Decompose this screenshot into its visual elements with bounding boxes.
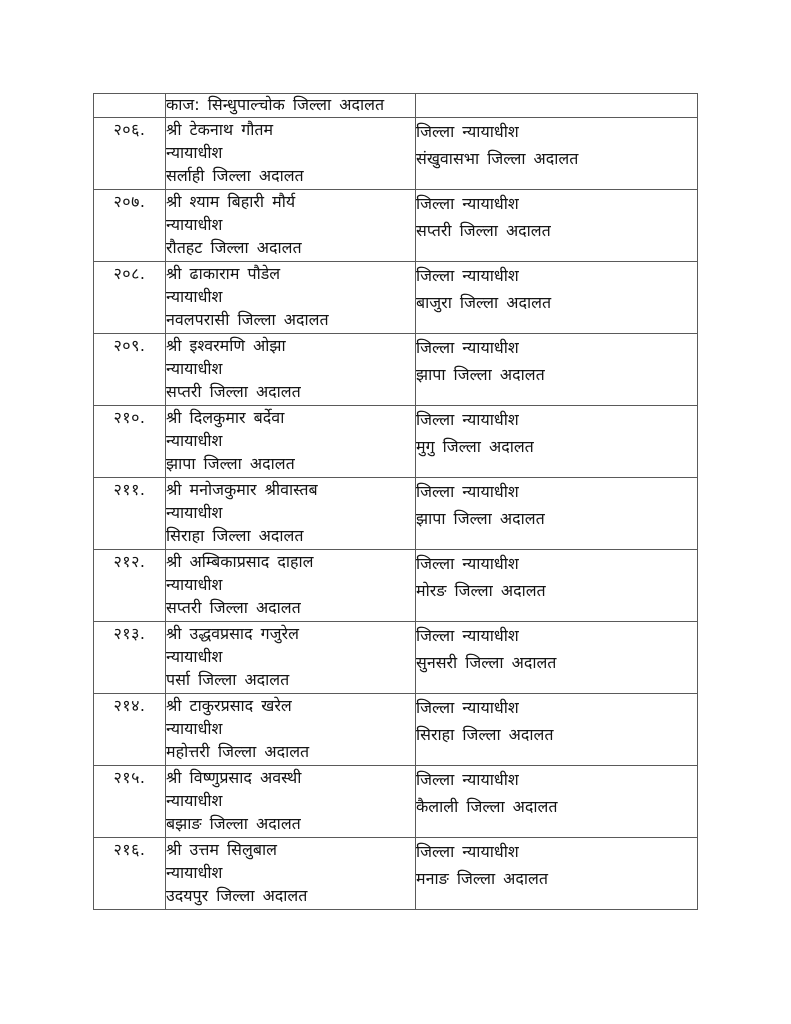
person-name: श्री उद्धवप्रसाद गजुरेल [166,624,299,643]
person-court: पर्सा जिल्ला अदालत [166,670,290,689]
assignment-title: जिल्ला न्यायाधीश [416,626,519,645]
person-title: न्यायाधीश [166,791,223,810]
person-title: न्यायाधीश [166,287,223,306]
assignment-court: झापा जिल्ला अदालत [416,365,545,384]
person-cell [166,766,416,838]
table-row [94,622,698,694]
assignment-court: कैलाली जिल्ला अदालत [416,797,558,816]
assignment-title: जिल्ला न्यायाधीश [416,266,519,285]
table-row-continuation [94,94,698,118]
assignment-court: संखुवासभा जिल्ला अदालत [416,149,579,168]
serial-number-cell [94,94,166,118]
assignment-court: सप्तरी जिल्ला अदालत [416,221,551,240]
assignment-cell [416,94,698,118]
serial-number-cell: २१०. [94,406,166,478]
assignment-cell [416,334,698,406]
person-name: श्री अम्बिकाप्रसाद दाहाल [166,552,314,571]
assignment-title: जिल्ला न्यायाधीश [416,338,519,357]
assignment-title: जिल्ला न्यायाधीश [416,842,519,861]
person-title: न्यायाधीश [166,647,223,666]
table-row [94,118,698,190]
person-name: श्री टेकनाथ गौतम [166,120,274,139]
person-title: न्यायाधीश [166,359,223,378]
person-court: नवलपरासी जिल्ला अदालत [166,310,329,329]
serial-number-cell: २०८. [94,262,166,334]
assignment-cell [416,478,698,550]
person-court: बझाङ जिल्ला अदालत [166,814,301,833]
person-court: सप्तरी जिल्ला अदालत [166,382,301,401]
person-title: न्यायाधीश [166,215,223,234]
person-title: न्यायाधीश [166,431,223,450]
serial-number-cell: २१२. [94,550,166,622]
person-cell [166,550,416,622]
person-cell [166,334,416,406]
person-title: न्यायाधीश [166,719,223,738]
person-cell [166,838,416,910]
table-row [94,766,698,838]
assignment-court: बाजुरा जिल्ला अदालत [416,293,552,312]
assignment-title: जिल्ला न्यायाधीश [416,770,519,789]
assignment-title: जिल्ला न्यायाधीश [416,410,519,429]
person-cell [166,694,416,766]
person-name: श्री टाकुरप्रसाद खरेल [166,696,292,715]
table-row [94,694,698,766]
assignment-cell [416,118,698,190]
assignment-cell [416,262,698,334]
table-row [94,190,698,262]
person-cell [166,262,416,334]
assignment-court: झापा जिल्ला अदालत [416,509,545,528]
assignment-cell [416,190,698,262]
assignment-court: सुनसरी जिल्ला अदालत [416,653,557,672]
judge-transfer-table [93,93,698,910]
person-court: उदयपुर जिल्ला अदालत [166,886,308,905]
assignment-title: जिल्ला न्यायाधीश [416,194,519,213]
assignment-title: जिल्ला न्यायाधीश [416,698,519,717]
table-row [94,334,698,406]
assignment-title: जिल्ला न्यायाधीश [416,554,519,573]
table-row [94,478,698,550]
person-court: सर्लाही जिल्ला अदालत [166,166,304,185]
person-title: न्यायाधीश [166,863,223,882]
serial-number-cell: २०७. [94,190,166,262]
person-cell [166,406,416,478]
person-cell [166,94,416,118]
person-title: न्यायाधीश [166,575,223,594]
person-name: श्री श्याम बिहारी मौर्य [166,192,296,211]
assignment-cell [416,838,698,910]
serial-number-cell: २१४. [94,694,166,766]
person-court: सिराहा जिल्ला अदालत [166,526,304,545]
serial-number-cell: २१६. [94,838,166,910]
serial-number-cell: २१३. [94,622,166,694]
person-cell [166,622,416,694]
person-name: श्री मनोजकुमार श्रीवास्तब [166,480,318,499]
serial-number-cell: २११. [94,478,166,550]
person-court: महोत्तरी जिल्ला अदालत [166,742,310,761]
person-court: झापा जिल्ला अदालत [166,454,295,473]
person-court: सप्तरी जिल्ला अदालत [166,598,301,617]
table-row [94,838,698,910]
assignment-cell [416,694,698,766]
serial-number-cell: २१५. [94,766,166,838]
assignment-title: जिल्ला न्यायाधीश [416,482,519,501]
person-title: न्यायाधीश [166,143,223,162]
person-cell [166,478,416,550]
assignment-cell [416,406,698,478]
person-name: श्री ढाकाराम पौडेल [166,264,281,283]
person-name: श्री विष्णुप्रसाद अवस्थी [166,768,302,787]
assignment-court: मोरङ जिल्ला अदालत [416,581,546,600]
table-row [94,262,698,334]
person-name: श्री उत्तम सिलुबाल [166,840,277,859]
assignment-court: सिराहा जिल्ला अदालत [416,725,554,744]
person-name: श्री दिलकुमार बर्देवा [166,408,285,427]
serial-number-cell: २०६. [94,118,166,190]
person-cell [166,190,416,262]
person-cell [166,118,416,190]
assignment-title: जिल्ला न्यायाधीश [416,122,519,141]
assignment-cell [416,766,698,838]
table-row [94,406,698,478]
person-court: रौतहट जिल्ला अदालत [166,238,302,257]
table-row [94,550,698,622]
assignment-court: मुगु जिल्ला अदालत [416,437,534,456]
person-name: श्री इश्वरमणि ओझा [166,336,286,355]
assignment-court: मनाङ जिल्ला अदालत [416,869,549,888]
assignment-cell [416,550,698,622]
deputation-line: काज: सिन्धुपाल्चोक जिल्ला अदालत [166,95,385,114]
serial-number-cell: २०९. [94,334,166,406]
assignment-cell [416,622,698,694]
person-title: न्यायाधीश [166,503,223,522]
